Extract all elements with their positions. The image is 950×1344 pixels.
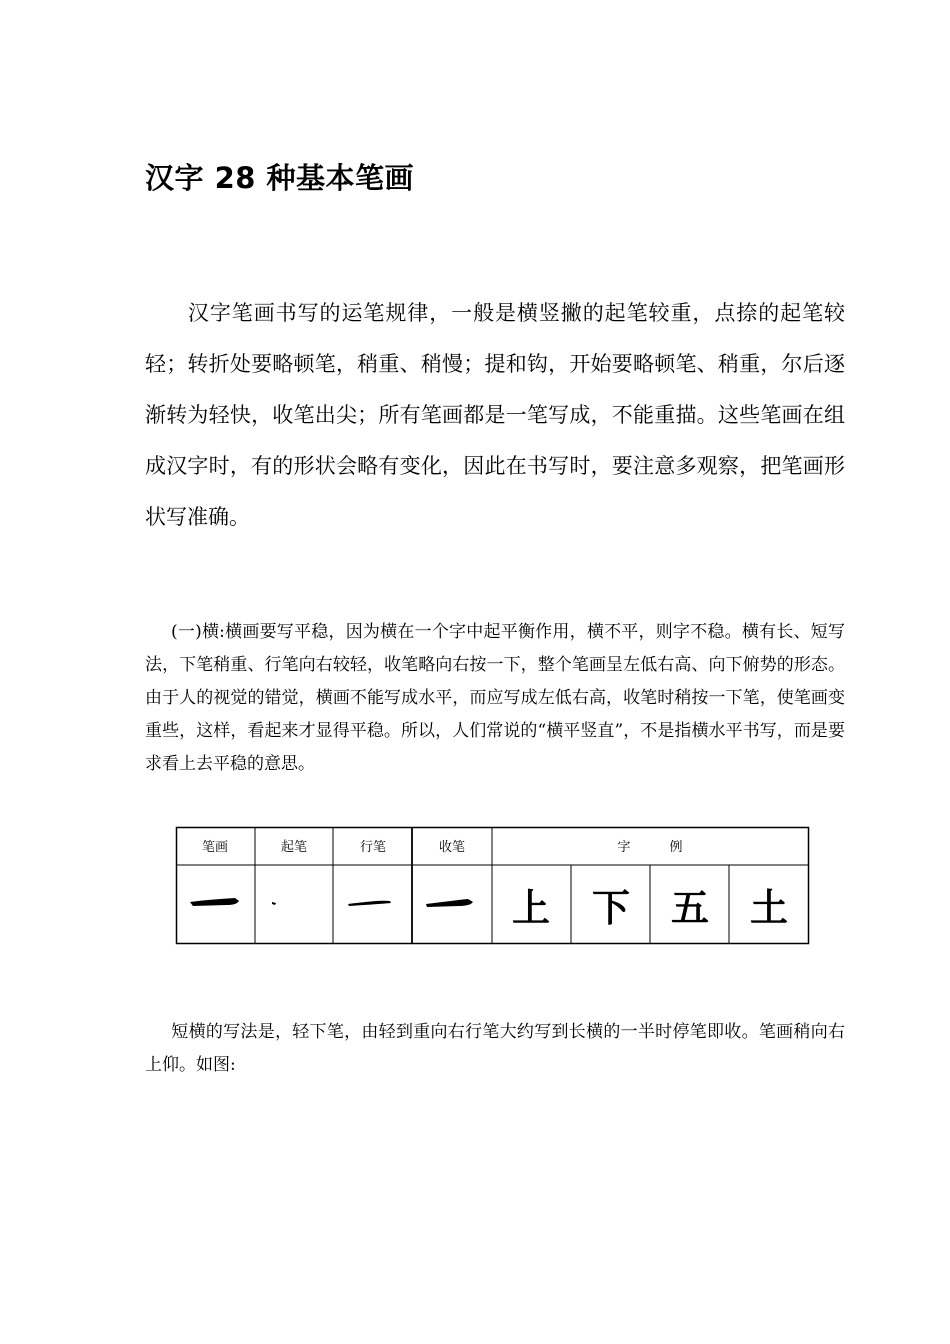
- header-zili: 字 例: [617, 840, 683, 855]
- example-char-wu: 五: [670, 885, 710, 930]
- page-title: 汉字 28 种基本笔画: [145, 161, 415, 195]
- section-heng-body: 横画要写平稳，因为横在一个字中起平衡作用，横不平，则字不稳。横有长、短写法，下笔稍重、行笔向右较轻，收笔略向右按一下，整个笔画呈左低右高、向下俯势的形态。由于人的视觉的错觉，横画不能写成水平，而应写成左低右高，收笔时稍按一下笔，使笔画变重些，这样，看起来才显得平稳。所以，人们常说的“横平竖直”，不是指横水平书写，而是要求看上去平稳的意思。: [145, 622, 846, 774]
- heng-stroke-end: [426, 899, 473, 907]
- header-xingbi: 行笔: [359, 840, 387, 855]
- example-char-shang: 上: [511, 885, 551, 930]
- intro-text: 汉字笔画书写的运笔规律，一般是横竖撇的起笔较重，点捺的起笔较轻；转折处要略顿笔，稍重、稍慢；提和钩，开始要略顿笔、稍重，尔后逐渐转为轻快，收笔出尖；所有笔画都是一笔写成，不能重描。这些笔画在组成汉字时，有的形状会略有变化，因此在书写时，要注意多观察，把笔画形状写准确。: [145, 301, 845, 529]
- heng-stroke-start: [272, 902, 276, 905]
- example-char-xia: 下: [591, 885, 631, 930]
- header-qibi: 起笔: [280, 840, 308, 855]
- section-duanheng: [145, 1016, 845, 1082]
- stroke-table-svg: [175, 826, 811, 946]
- stroke-table: [175, 826, 811, 951]
- header-shoubi: 收笔: [438, 840, 466, 855]
- heng-stroke-middle: [348, 901, 391, 906]
- header-bihua: 笔画: [201, 840, 229, 855]
- section-duanheng-text: 短横的写法是，轻下笔，由轻到重向右行笔大约写到长横的一半时停笔即收。笔画稍向右上仰。如图:: [145, 1022, 845, 1075]
- section-heng-heading: (一)横:: [171, 622, 225, 642]
- example-char-tu: 土: [749, 885, 789, 930]
- intro-paragraph: [145, 288, 845, 543]
- section-heng: [145, 616, 845, 781]
- heng-stroke-full: [190, 898, 239, 906]
